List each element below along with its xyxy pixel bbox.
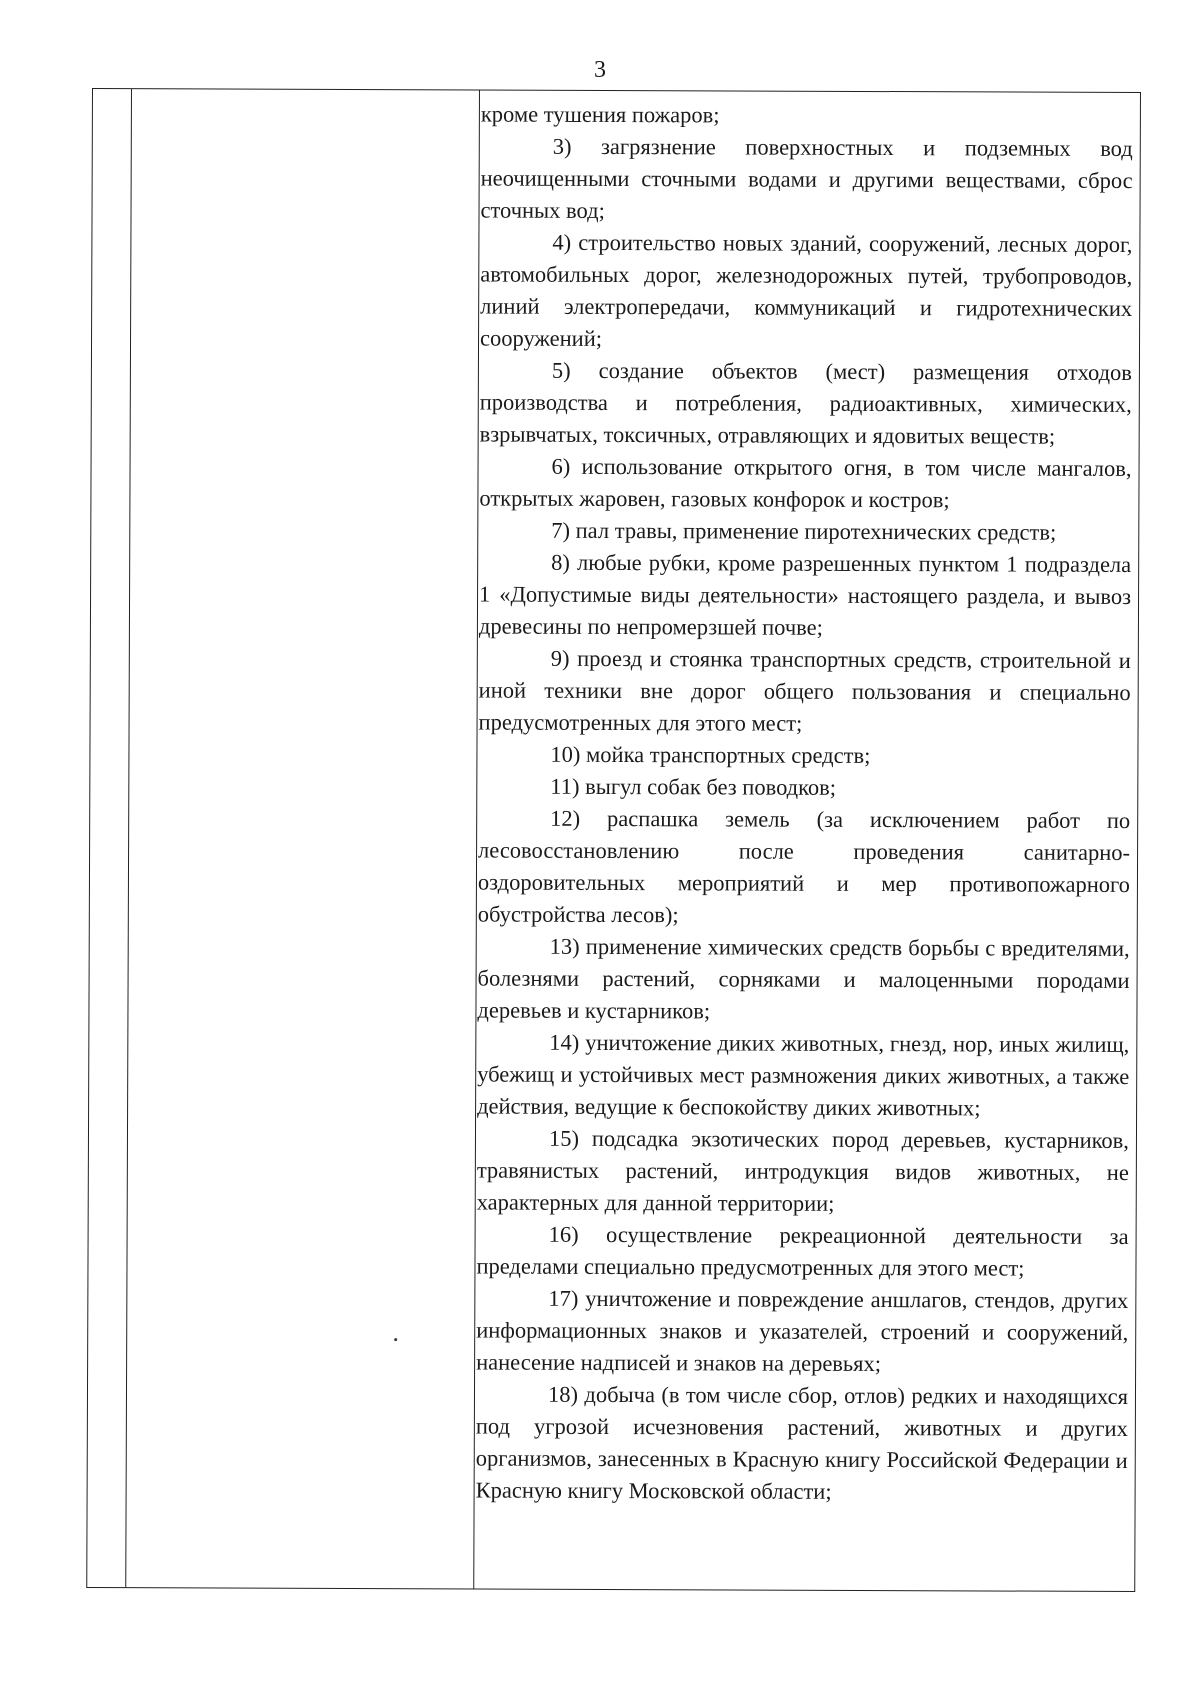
list-item: 9) проезд и стоянка транспортных средств, строительной и иной техники вне дорог общего пользования и специально предусмотренных для этого мест; <box>478 645 1131 736</box>
list-item: 11) выгул собак без поводков; <box>550 773 837 800</box>
list-item: 14) уничтожение диких животных, гнезд, нор, иных жилищ, убежищ и устойчивых мест размножения диких животных, а также действия, ведущие к беспокойству диких животных; <box>477 1029 1130 1121</box>
list-item: 5) создание объектов (мест) размещения отходов производства и потребления, радиоактивных, химических, взрывчатых, токсичных, отравляющих и ядовитых веществ; <box>479 357 1132 449</box>
document-table <box>86 88 1141 1592</box>
paragraph-continuation: кроме тушения пожаров; <box>480 101 720 128</box>
page-number: 3 <box>594 57 606 83</box>
scan-speck <box>394 1338 397 1341</box>
prohibited-activities-cell <box>476 98 1133 1508</box>
list-item: 15) подсадка экзотических пород деревьев, кустарников, травянистых растений, интродукция видов животных, не характерных для данной территории; <box>476 1125 1130 1216</box>
list-item: 17) уничтожение и повреждение аншлагов, стендов, других информационных знаков и указателей, строений и сооружений, нанесение надписей и знаков на деревьях; <box>476 1285 1129 1377</box>
list-item: 18) добыча (в том числе сбор, отлов) редких и находящихся под угрозой исчезновения растений, животных и других организмов, занесенных в Красную книгу Российской Федерации и Красную книгу Московской области; <box>475 1381 1129 1504</box>
list-item: 4) строительство новых зданий, сооружений, лесных дорог, автомобильных дорог, железнодорожных путей, трубопроводов, линий электропередачи, коммуникаций и гидротехнических сооружений; <box>479 229 1133 351</box>
list-item: 10) мойка транспортных средств; <box>550 741 871 768</box>
list-item: 12) распашка земель (за исключением работ по лесовосстановлению после проведения санитарно-оздоровительных мероприятий и мер противопожарного обустройства лесов); <box>477 805 1131 928</box>
list-item: 3) загрязнение поверхностных и подземных вод неочищенными сточными водами и другими веществами, сброс сточных вод; <box>480 133 1133 223</box>
list-item: 16) осуществление рекреационной деятельности за пределами специально предусмотренных для этого мест; <box>476 1221 1129 1281</box>
list-item: 6) использование открытого огня, в том числе мангалов, открытых жаровен, газовых конфорок и костров; <box>479 453 1132 513</box>
list-item: 8) любые рубки, кроме разрешенных пунктом 1 подраздела 1 «Допустимые виды деятельности» настоящего раздела, и вывоз древесины по непромерзшей почве; <box>478 549 1132 640</box>
column-divider-1 <box>125 89 132 1587</box>
list-item: 13) применение химических средств борьбы с вредителями, болезнями растений, сорняками и малоценными породами деревьев и кустарников; <box>477 933 1130 1024</box>
list-item: 7) пал травы, применение пиротехнических средств; <box>551 517 1057 545</box>
